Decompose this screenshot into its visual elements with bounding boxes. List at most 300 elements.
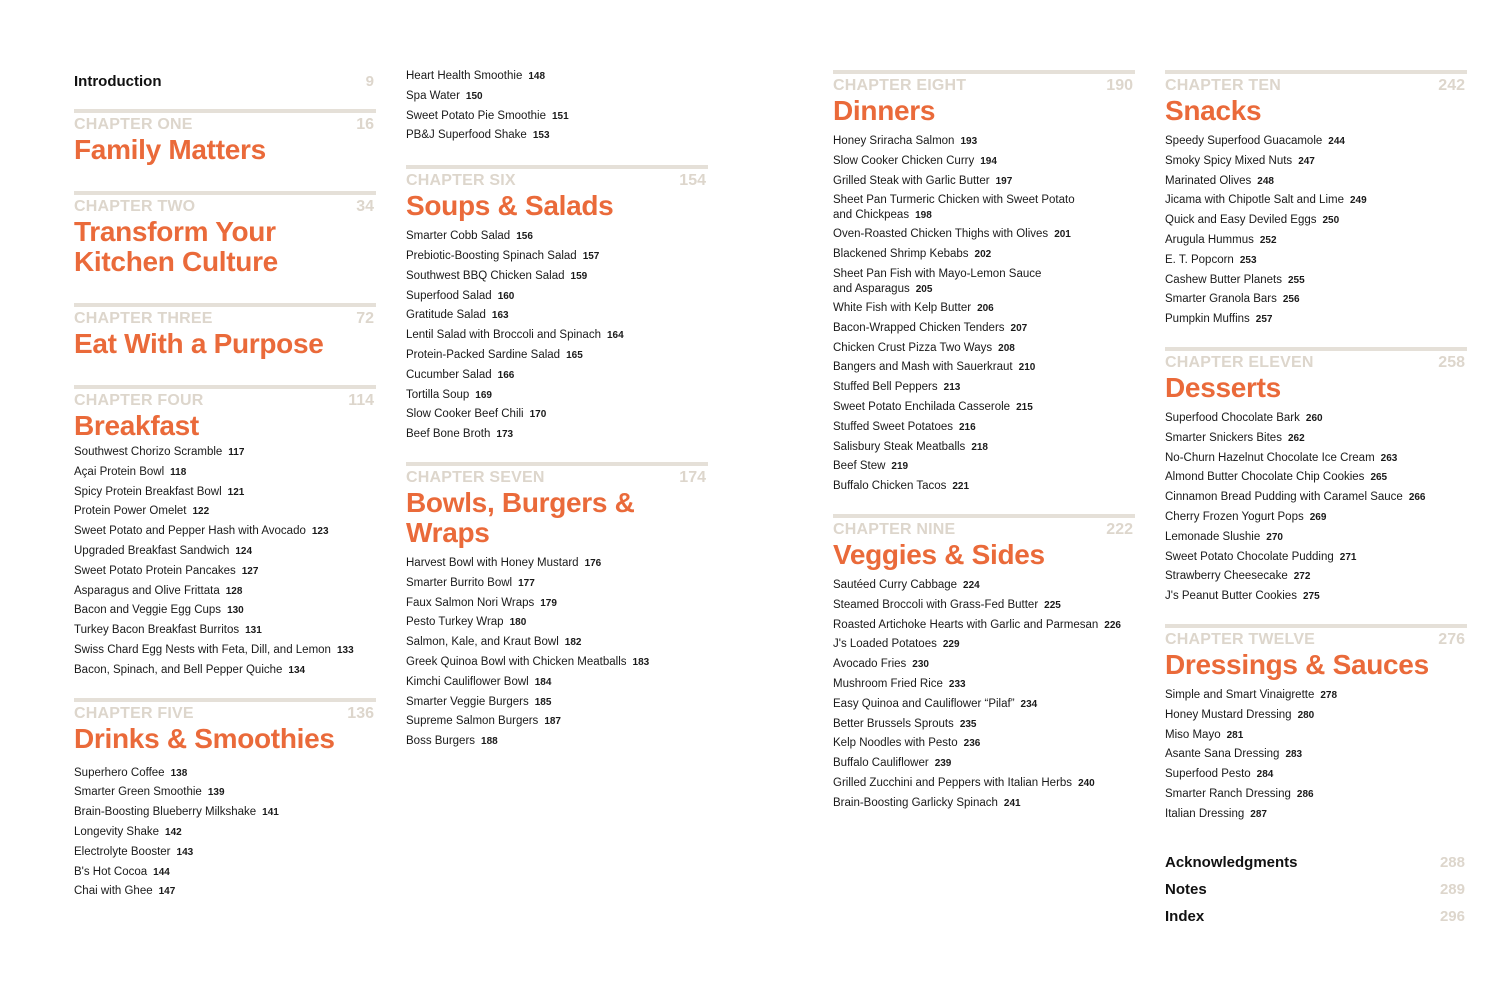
entry-title: Simple and Smart Vinaigrette [1165,688,1315,701]
toc-entry[interactable] [406,306,708,326]
entry-title: Blackened Shrimp Kebabs [833,248,969,261]
toc-entry[interactable] [833,132,1135,152]
intro-label: Introduction [74,73,162,90]
toc-entry[interactable] [833,172,1135,192]
toc-entry[interactable] [1165,468,1467,488]
toc-entry[interactable] [833,457,1135,477]
entry-page: 179 [540,597,557,609]
toc-entry[interactable] [1165,132,1467,152]
entry-title: Jicama with Chipotle Salt and Lime [1165,194,1344,207]
chapter-four[interactable] [74,385,376,441]
recipe-list [833,576,1135,814]
entry-title: Cucumber Salad [406,368,492,381]
entry-title: Brain-Boosting Blueberry Milkshake [74,806,257,819]
entry-title: Swiss Chard Egg Nests with Feta, Dill, and Lemon [74,643,331,656]
entry-page: 229 [942,639,960,651]
toc-entry[interactable] [833,438,1135,458]
entry-page: 123 [311,526,329,538]
entry-page: 252 [1259,234,1277,246]
entry-page: 166 [497,369,515,381]
entry-title: J's Peanut Butter Cookies [1165,590,1297,603]
toc-entry[interactable] [74,502,376,522]
entry-page: 250 [1322,215,1340,227]
entry-title: Superfood Salad [406,289,492,302]
toc-entry[interactable] [1165,508,1467,528]
entry-title: Greek Quinoa Bowl with Chicken Meatballs [406,655,627,668]
entry-page: 216 [958,421,976,433]
entry-title: Buffalo Cauliflower [833,757,929,770]
entry-title: Gratitude Salad [406,309,486,322]
toc-entry[interactable] [406,326,708,346]
toc-entry[interactable] [1165,726,1467,746]
recipe-list [74,764,376,903]
toc-entry[interactable] [1165,706,1467,726]
entry-page: 176 [584,557,602,569]
toc-entry[interactable] [74,843,376,863]
toc-entry[interactable] [406,633,708,653]
entry-title: Kelp Noodles with Pesto [833,737,958,750]
toc-entry[interactable] [1165,528,1467,548]
entry-page: 213 [943,382,961,394]
toc-entry[interactable] [406,267,708,287]
chapter-page: 242 [1438,77,1465,94]
toc-entry[interactable] [833,596,1135,616]
toc-entry[interactable] [1165,152,1467,172]
toc-column-4 [1165,70,1467,930]
toc-entry[interactable] [833,398,1135,418]
entry-page: 122 [192,506,210,518]
toc-entry[interactable] [406,405,708,425]
chapter-twelve[interactable] [1165,624,1467,680]
entry-page: 253 [1239,254,1257,266]
toc-entry[interactable] [1165,211,1467,231]
toc-entry[interactable] [406,653,708,673]
entry-page: 170 [529,409,547,421]
chapter-title: Bowls, Burgers & Wraps [406,486,635,548]
entry-page: 226 [1104,619,1121,631]
entry-title: Smarter Granola Bars [1165,293,1277,306]
entry-page: 283 [1285,749,1303,761]
entry-page: 198 [915,210,932,222]
entry-title: Grilled Steak with Garlic Butter [833,174,990,187]
chapter-two[interactable] [74,191,376,277]
toc-entry[interactable] [833,339,1135,359]
entry-title: Sweet Potato Enchilada Casserole [833,400,1011,413]
entry-title: Protein Power Omelet [74,505,187,518]
chapter-title: Snacks [1165,95,1262,126]
entry-page: 215 [1016,401,1033,413]
chapter-title: Dressings & Sauces [1165,648,1429,680]
toc-entry[interactable] [1165,172,1467,192]
toc-entry[interactable] [74,483,376,503]
toc-entry[interactable] [74,522,376,542]
chapter-title: Veggies & Sides [833,538,1045,570]
recipe-list [1165,686,1467,825]
toc-entry[interactable] [74,823,376,843]
toc-entry[interactable] [406,574,708,594]
chapter-label: CHAPTER FOUR [74,392,204,409]
entry-page: 224 [963,579,980,591]
toc-entry[interactable] [1165,587,1467,607]
toc-entry[interactable] [833,299,1135,319]
entry-title: Lemonade Slushie [1165,530,1261,543]
entry-title: Brain-Boosting Garlicky Spinach [833,796,998,809]
entry-page: 141 [262,807,279,819]
chapter-page: 72 [356,310,374,327]
toc-entry[interactable] [1165,745,1467,765]
entry-title: Honey Mustard Dressing [1165,708,1292,721]
entry-title: Turkey Bacon Breakfast Burritos [74,624,240,637]
chapter-title: Desserts [1165,371,1281,403]
toc-entry[interactable] [74,882,376,902]
toc-column-3 [833,70,1135,814]
entry-title: Prebiotic-Boosting Spinach Salad [406,249,577,262]
entry-title: Sweet Potato and Pepper Hash with Avocado [74,525,306,538]
entry-page: 206 [977,302,994,314]
chapter-label: CHAPTER SEVEN [406,468,545,486]
toc-entry[interactable] [833,774,1135,794]
back-notes[interactable] [1165,876,1467,903]
entry-title: Cashew Butter Planets [1165,273,1282,286]
entry-title: Oven-Roasted Chicken Thighs with Olives [833,228,1049,241]
toc-entry[interactable] [1165,290,1467,310]
toc-entry[interactable] [833,715,1135,735]
entry-page: 147 [158,886,176,898]
chapter-label: CHAPTER ELEVEN [1165,353,1314,371]
entry-page: 160 [497,290,515,302]
toc-entry[interactable] [833,734,1135,754]
chapter-three[interactable] [74,303,376,359]
entry-page: 142 [165,826,182,838]
entry-title: Strawberry Cheesecake [1165,570,1288,583]
entry-title: No-Churn Hazelnut Chocolate Ice Cream [1165,451,1375,464]
entry-title: Slow Cooker Beef Chili [406,408,524,421]
toc-entry[interactable] [1165,409,1467,429]
chapter-one[interactable] [74,109,376,165]
toc-entry[interactable] [833,616,1135,636]
toc-entry[interactable] [406,594,708,614]
chapter-ten[interactable] [1165,70,1467,126]
entry-page: 138 [170,767,188,779]
entry-page: 185 [534,696,552,708]
toc-entry[interactable] [74,863,376,883]
entry-title: Mushroom Fried Rice [833,677,943,690]
toc-entry[interactable] [406,712,708,732]
entry-page: 128 [225,585,243,597]
entry-page: 131 [245,625,262,637]
toc-entry[interactable] [406,67,708,87]
entry-title: Harvest Bowl with Honey Mustard [406,556,579,569]
entry-page: 260 [1305,412,1323,424]
entry-page: 249 [1349,195,1367,207]
toc-entry[interactable] [833,655,1135,675]
toc-entry[interactable] [406,425,708,445]
entry-title: Bangers and Mash with Sauerkraut [833,361,1013,374]
entry-page: 262 [1287,432,1305,444]
toc-entry[interactable] [1165,231,1467,251]
toc-entry[interactable] [833,576,1135,596]
toc-entry[interactable] [74,621,376,641]
chapter-title: Eat With a Purpose [74,328,324,359]
entry-page: 183 [632,656,650,668]
toc-entry[interactable] [406,126,708,146]
entry-title: Faux Salmon Nori Wraps [406,596,535,609]
chapter-title: Breakfast [74,410,199,441]
toc-entry[interactable] [406,554,708,574]
entry-page: 257 [1255,314,1273,326]
entry-page: 281 [1226,729,1244,741]
entry-page: 241 [1003,797,1021,809]
toc-entry[interactable] [1165,191,1467,211]
chapter-label: CHAPTER TEN [1165,77,1281,94]
chapter-page: 16 [356,116,374,133]
chapter-page: 190 [1106,77,1133,94]
entry-title: Sheet Pan Fish with Mayo-Lemon Sauce [833,267,1042,280]
entry-page: 194 [980,155,997,167]
toc-entry[interactable] [833,265,1135,299]
toc-entry[interactable] [833,477,1135,497]
toc-entry[interactable] [406,247,708,267]
entry-page: 187 [544,716,561,728]
entry-title: E. T. Popcorn [1165,253,1234,266]
chapter-nine[interactable] [833,514,1135,570]
back-page: 289 [1439,880,1465,898]
toc-entry[interactable] [406,386,708,406]
entry-page: 124 [235,545,253,557]
chapter-eight[interactable] [833,70,1135,126]
chapter-title: Family Matters [74,134,266,165]
entry-title: Marinated Olives [1165,174,1252,187]
toc-entry[interactable] [1165,765,1467,785]
toc-entry[interactable] [74,641,376,661]
toc-entry[interactable] [833,319,1135,339]
toc-entry[interactable] [1165,310,1467,330]
entry-page: 148 [528,71,546,82]
chapter-label: CHAPTER ONE [74,116,193,133]
toc-entry[interactable] [74,463,376,483]
toc-entry[interactable] [1165,251,1467,271]
entry-page: 240 [1078,777,1095,789]
entry-page: 121 [227,486,245,498]
entry-page: 219 [891,461,909,473]
toc-entry[interactable] [833,695,1135,715]
recipe-list [1165,409,1467,607]
toc-entry[interactable] [406,732,708,752]
entry-title: Asparagus and Olive Frittata [74,584,220,597]
entry-title-continued: and Asparagus [833,282,910,295]
entry-page: 255 [1287,274,1305,286]
toc-entry[interactable] [74,803,376,823]
back-label: Index [1165,907,1205,925]
entry-title: Heart Health Smoothie [406,70,523,82]
chapter-seven[interactable] [406,462,708,548]
entry-title: Bacon and Veggie Egg Cups [74,604,222,617]
toc-entry[interactable] [74,783,376,803]
entry-title: Smarter Snickers Bites [1165,431,1282,444]
entry-page: 230 [912,659,929,671]
entry-title: Kimchi Cauliflower Bowl [406,675,529,688]
back-page: 296 [1439,907,1465,925]
entry-title: Arugula Hummus [1165,233,1254,246]
toc-entry[interactable] [1165,488,1467,508]
toc-entry[interactable] [833,794,1135,814]
entry-title: Sweet Potato Chocolate Pudding [1165,550,1334,563]
toc-entry[interactable] [74,764,376,784]
toc-entry[interactable] [833,245,1135,265]
entry-title: Speedy Superfood Guacamole [1165,135,1323,147]
toc-entry[interactable] [1165,567,1467,587]
toc-entry[interactable] [833,191,1135,225]
chapter-page: 222 [1106,520,1133,538]
entry-title: Spa Water [406,89,460,102]
chapter-page: 136 [347,704,374,722]
toc-entry[interactable] [74,542,376,562]
toc-entry[interactable] [833,378,1135,398]
entry-title: Sweet Potato Pie Smoothie [406,109,546,122]
entry-page: 153 [532,130,550,142]
entry-title: Almond Butter Chocolate Chip Cookies [1165,471,1365,484]
entry-title: Superfood Pesto [1165,768,1251,781]
entry-page: 173 [496,429,514,441]
toc-entry[interactable] [406,287,708,307]
entry-page: 165 [566,349,583,361]
entry-page: 263 [1380,452,1398,464]
entry-page: 144 [153,866,170,878]
entry-title: Superhero Coffee [74,766,165,779]
chapter-six[interactable] [406,165,708,221]
recipe-list [406,554,708,752]
toc-entry[interactable] [1165,548,1467,568]
back-label: Notes [1165,880,1207,898]
entry-page: 184 [534,676,552,688]
toc-entry[interactable] [74,661,376,681]
entry-title: Italian Dressing [1165,807,1245,820]
toc-entry[interactable] [406,613,708,633]
entry-page: 188 [481,736,498,748]
entry-page: 177 [518,577,535,589]
entry-page: 269 [1309,511,1327,523]
entry-title: Chai with Ghee [74,885,153,898]
entry-page: 150 [465,90,483,102]
toc-entry[interactable] [1165,785,1467,805]
entry-page: 235 [959,718,977,730]
chapter-title: Transform Your Kitchen Culture [74,216,278,277]
entry-page: 247 [1298,155,1315,167]
entry-title: Pumpkin Muffins [1165,313,1250,326]
entry-title: Stuffed Sweet Potatoes [833,420,953,433]
entry-title: Slow Cooker Chicken Curry [833,154,975,167]
toc-entry[interactable] [833,675,1135,695]
toc-entry[interactable] [1165,686,1467,706]
entry-page: 133 [336,644,354,656]
toc-entry[interactable] [833,754,1135,774]
toc-entry[interactable] [406,107,708,127]
toc-entry[interactable] [406,366,708,386]
intro-row[interactable] [74,68,376,95]
entry-title: Asante Sana Dressing [1165,748,1280,761]
back-label: Acknowledgments [1165,853,1298,871]
chapter-label: CHAPTER FIVE [74,704,194,722]
entry-title: PB&J Superfood Shake [406,129,527,142]
back-index[interactable] [1165,903,1467,930]
toc-entry[interactable] [406,693,708,713]
toc-entry[interactable] [74,582,376,602]
chapter-label: CHAPTER THREE [74,310,213,327]
chapter-page: 114 [348,392,374,409]
entry-page: 157 [582,250,600,262]
toc-entry[interactable] [1165,271,1467,291]
toc-entry[interactable] [74,562,376,582]
recipe-list [406,67,708,146]
chapter-five[interactable] [74,698,376,754]
entry-page: 193 [960,136,978,147]
chapter-title: Soups & Salads [406,190,614,222]
entry-title: Upgraded Breakfast Sandwich [74,544,230,557]
entry-title: Beef Stew [833,460,886,473]
entry-title: Salisbury Steak Meatballs [833,440,966,453]
toc-entry[interactable] [406,87,708,107]
toc-entry[interactable] [833,635,1135,655]
entry-title: Southwest BBQ Chicken Salad [406,269,565,282]
entry-page: 272 [1293,571,1311,583]
entry-page: 151 [552,110,569,122]
toc-entry[interactable] [833,358,1135,378]
entry-title: Smarter Burrito Bowl [406,576,513,589]
entry-page: 265 [1370,472,1388,484]
entry-page: 221 [952,481,970,493]
entry-page: 197 [995,175,1013,187]
entry-page: 130 [227,605,244,617]
entry-title: Supreme Salmon Burgers [406,715,539,728]
entry-title: Stuffed Bell Peppers [833,381,938,394]
toc-entry[interactable] [406,227,708,247]
toc-entry[interactable] [1165,805,1467,825]
toc-entry[interactable] [1165,429,1467,449]
entry-title: Roasted Artichoke Hearts with Garlic and Parmesan [833,618,1099,631]
entry-title: Bacon, Spinach, and Bell Pepper Quiche [74,663,283,676]
entry-page: 287 [1250,808,1267,820]
toc-entry[interactable] [406,673,708,693]
toc-entry[interactable] [833,152,1135,172]
entry-title: Smarter Ranch Dressing [1165,787,1291,800]
chapter-eleven[interactable] [1165,347,1467,403]
entry-title: Grilled Zucchini and Peppers with Italian Herbs [833,776,1073,789]
entry-page: 284 [1256,769,1274,781]
toc-entry[interactable] [406,346,708,366]
chapter-label: CHAPTER TWO [74,198,196,215]
chapter-title: Dinners [833,95,936,126]
toc-entry[interactable] [833,225,1135,245]
toc-entry[interactable] [74,601,376,621]
toc-entry[interactable] [74,443,376,463]
chapter-page: 34 [356,198,374,215]
entry-title: Sautéed Curry Cabbage [833,578,958,591]
entry-title: Avocado Fries [833,658,907,671]
entry-title: Chicken Crust Pizza Two Ways [833,341,993,354]
toc-entry[interactable] [833,418,1135,438]
chapter-page: 174 [679,468,706,486]
entry-page: 134 [288,664,306,676]
entry-page: 286 [1296,788,1314,800]
chapter-label: CHAPTER TWELVE [1165,630,1316,648]
toc-entry[interactable] [1165,449,1467,469]
entry-title: Superfood Chocolate Bark [1165,411,1300,424]
recipe-list [833,132,1135,497]
entry-page: 156 [516,231,533,243]
entry-title: Sheet Pan Turmeric Chicken with Sweet Potato [833,194,1075,207]
entry-page: 208 [998,342,1015,354]
back-acknowledgments[interactable] [1165,849,1467,876]
